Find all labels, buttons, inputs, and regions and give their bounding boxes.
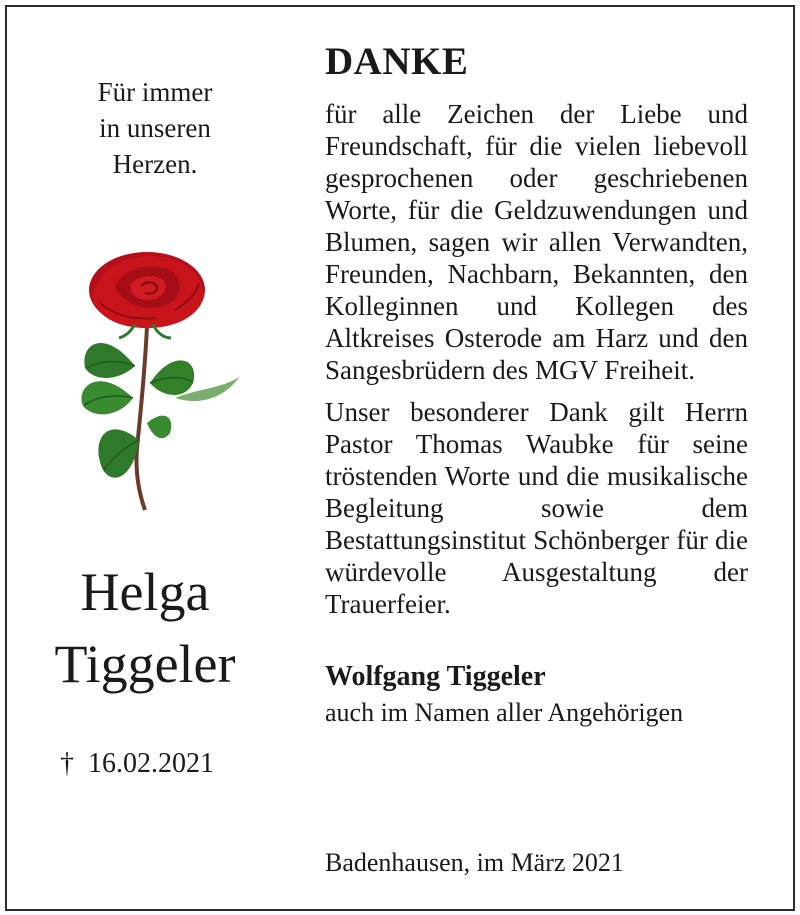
place-date: Badenhausen, im März 2021	[325, 848, 624, 877]
thanks-paragraph-2: Unser besonderer Dank gilt Herrn Pastor Thomas Waubke für seine tröstenden Worte und die musikalische Begleitung sowie dem Bestattungsinstitut Schönberger für die würdevolle Ausgestaltung der Trauerfeier.	[325, 397, 748, 619]
motto-line-2: in unseren	[99, 113, 211, 143]
death-date-line	[60, 748, 214, 780]
deceased-last-name: Tiggeler	[54, 634, 236, 694]
deceased-first-name: Helga	[80, 562, 210, 622]
red-rose-icon	[75, 248, 250, 513]
thanks-column	[325, 40, 748, 877]
motto-block	[30, 74, 280, 182]
signer-name: Wolfgang Tiggeler	[325, 661, 546, 692]
death-date: 16.02.2021	[88, 748, 214, 779]
heading-danke: DANKE	[325, 40, 469, 83]
cross-icon: †	[60, 748, 74, 779]
motto-line-3: Herzen.	[112, 149, 198, 179]
motto-line-1: Für immer	[97, 77, 213, 107]
thanks-paragraph-1: für alle Zeichen der Liebe und Freundschaft, für die vielen liebevoll gesprochenen oder geschriebenen Worte, für die Geldzuwendungen und Blumen, sagen wir allen Verwandten, Freunden, Nachbarn, Bekannten, den Kolleginnen und Kollegen des Altkreises Osterode am Harz und den Sangesbrüdern des MGV Freiheit.	[325, 99, 748, 385]
behalf-line: auch im Namen aller Angehörigen	[325, 698, 684, 727]
deceased-name	[20, 556, 270, 700]
